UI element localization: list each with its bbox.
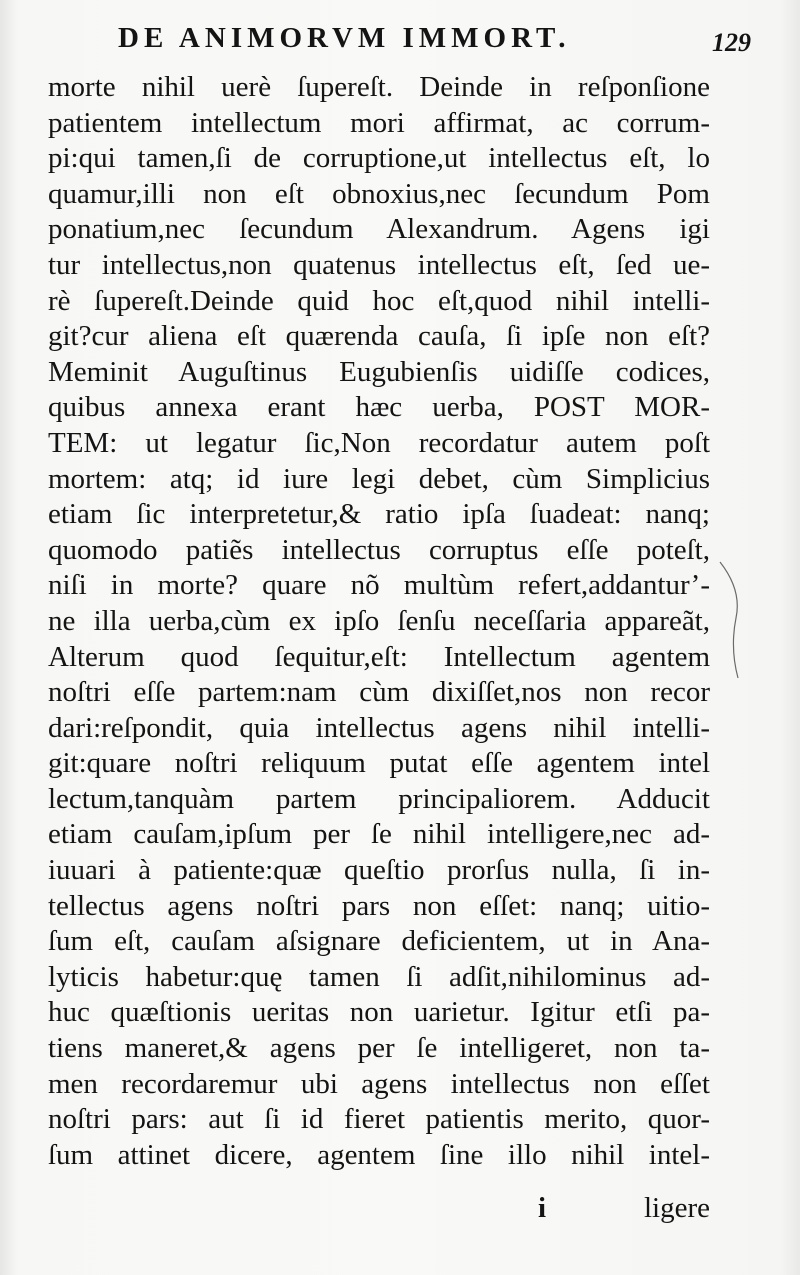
text-line: ponatium,nec ſecundum Alexandrum. Agens igi: [48, 213, 710, 246]
text-line: Alterum quod ſequitur,eſt: Intellectum agentem: [48, 640, 710, 673]
text-line: iuuari à patiente:quæ queſtio prorſus nulla, ſi in-: [48, 854, 710, 887]
text-line: niſi in morte? quare nõ multùm refert,addantur’-: [48, 569, 710, 602]
text-line: tiens maneret,& agens per ſe intelligeret, non ta-: [48, 1032, 710, 1065]
text-line: tellectus agens noſtri pars non eſſet: nanq; uitio-: [48, 889, 710, 922]
text-line: git:quare noſtri reliquum putat eſſe agentem intel: [48, 747, 710, 780]
text-line: ſum eſt, cauſam aſsignare deficientem, ut in Ana-: [48, 925, 710, 958]
text-line: noſtri pars: aut ſi id fieret patientis merito, quor-: [48, 1103, 710, 1136]
text-line: lectum,tanquàm partem principaliorem. Adducit: [48, 782, 710, 815]
text-line: TEM: ut legatur ſic,Non recordatur autem poſt: [48, 426, 710, 459]
text-line: dari:reſpondit, quia intellectus agens nihil intelli-: [48, 711, 710, 744]
text-line: quamur,illi non eſt obnoxius,nec ſecundum Pom: [48, 177, 710, 210]
catchword: ligere: [643, 1192, 710, 1224]
margin-bracket-mark: [716, 560, 746, 680]
text-line: ſum attinet dicere, agentem ſine illo nihil intel-: [48, 1138, 710, 1171]
footer-row: [48, 1190, 710, 1226]
body-text: [48, 70, 710, 1173]
text-line: etiam ſic interpretetur,& ratio ipſa ſuadeat: nanq;: [48, 498, 710, 531]
text-line: noſtri eſſe partem:nam cùm dixiſſet,nos non recor: [48, 676, 710, 709]
text-line: mortem: atq; id iure legi debet, cùm Simplicius: [48, 462, 710, 495]
text-line: rè ſupereſt.Deinde quid hoc eſt,quod nihil intelli-: [48, 284, 710, 317]
text-line: git?cur aliena eſt quærenda cauſa, ſi ipſe non eſt?: [48, 320, 710, 353]
running-head-title: DE ANIMORVM IMMORT.: [118, 22, 571, 54]
text-line: ne illa uerba,cùm ex ipſo ſenſu neceſſaria appareãt,: [48, 604, 710, 637]
text-line: quibus annexa erant hæc uerba, POST MOR-: [48, 391, 710, 424]
text-line: tur intellectus,non quatenus intellectus eſt, ſed ue-: [48, 248, 710, 281]
text-line: huc quæſtionis ueritas non uarietur. Igitur etſi pa-: [48, 996, 710, 1029]
page-number: 129: [712, 28, 751, 57]
text-line: etiam cauſam,ipſum per ſe nihil intelligere,nec ad-: [48, 818, 710, 851]
text-line: pi:qui tamen,ſi de corruptione,ut intellectus eſt, lo: [48, 142, 710, 175]
running-head: [0, 22, 800, 62]
text-line: Meminit Auguſtinus Eugubienſis uidiſſe codices,: [48, 355, 710, 388]
text-line: patientem intellectum mori affirmat, ac corrum-: [48, 106, 710, 139]
signature-mark: i: [538, 1192, 547, 1224]
text-line: men recordaremur ubi agens intellectus non eſſet: [48, 1067, 710, 1100]
text-line: lyticis habetur:quę tamen ſi adſit,nihilominus ad-: [48, 960, 710, 993]
text-line: quomodo patiẽs intellectus corruptus eſſe poteſt,: [48, 533, 710, 566]
text-line: morte nihil uerè ſupereſt. Deinde in reſponſione: [48, 71, 710, 103]
